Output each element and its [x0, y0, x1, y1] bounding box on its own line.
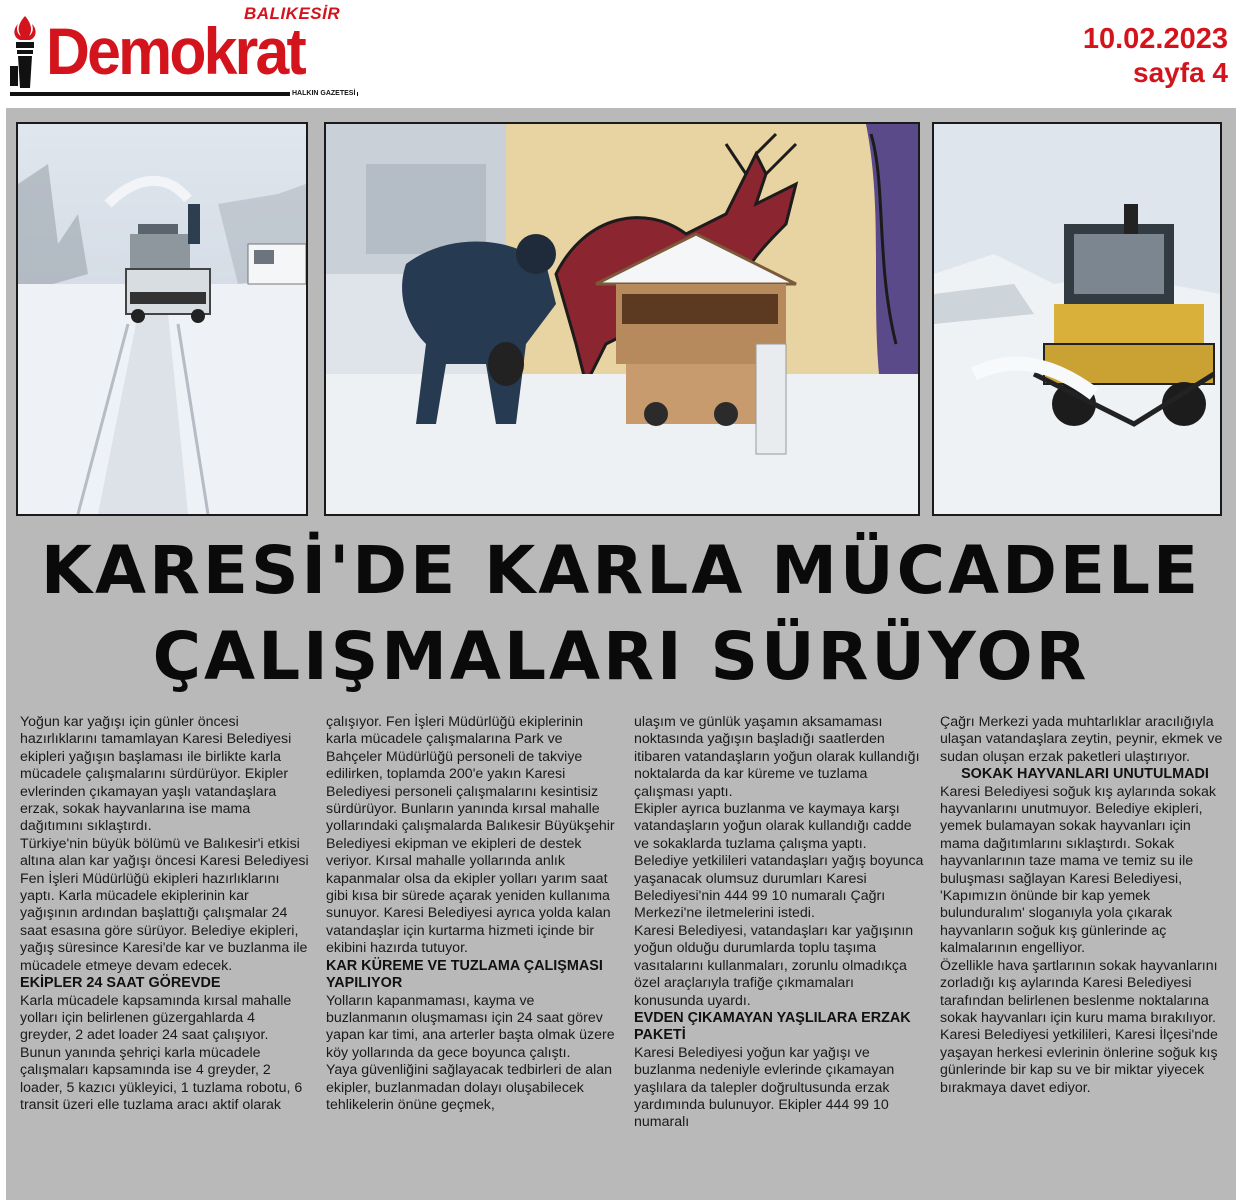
headline [6, 528, 1236, 700]
subheading: SOKAK HAYVANLARI UNUTULMADI [961, 766, 1209, 783]
snow-grader-photo [932, 122, 1222, 516]
headline-line-2: ÇALIŞMALARI SÜRÜYOR [152, 618, 1090, 695]
issue-date: 10.02.2023 [1082, 23, 1228, 55]
article-column-1 [20, 714, 310, 1114]
worker-feeding-animals-photo [324, 122, 920, 516]
paragraph: Çağrı Merkezi yada muhtarlıklar aracılığıyla ulaşan vatandaşlara zeytin, peynir, ekmek ve sudan oluşan erzak paketleri ulaştırıyor. [940, 714, 1223, 765]
torch-icon [8, 14, 42, 92]
paragraph: Karla mücadele kapsamında kırsal mahalle yolları için belirlenen güzergahlarda 4 greyder, 2 adet loader 24 saat çalışıyor. Bunun yanında şehriçi karla mücadele çalışmaları kapsamında ise 4 greyder, 2 loader, 5 kazıcı yükleyici, 1 tuzlama robotu, 6 transit üzeri elle tuzlama aracı aktif olarak [20, 992, 303, 1113]
news-clipping [6, 108, 1236, 1200]
subheading: KAR KÜREME VE TUZLAMA ÇALIŞMASI YAPILIYOR [326, 957, 603, 992]
snow-blower-truck-photo [16, 122, 308, 516]
paragraph: Yolların kapanmaması, kayma ve buzlanmanın oluşmaması için 24 saat görev yapan kar timi, ana arterler başta olmak üzere köy yollarında da gece boyunca çalıştı. [326, 992, 615, 1061]
newspaper-logo [4, 4, 360, 100]
paragraph: Karesi Belediyesi soğuk kış aylarında sokak hayvanlarını unutmuyor. Belediye ekipleri, yemek bulamayan sokak hayvanları için mama dağıtımlarını sıklaştırdı. Sokak hayvanlarının taze mama ve temiz su ile buluşması sağlayan Karesi Belediyesi, 'Kapımızın önünde bir kap yemek bulunduralım' sloganıyla yola çıkarak hayvanların soğuk kış günlerinde aç kalmalarının engelliyor. [940, 783, 1217, 957]
masthead-brand: Demokrat [46, 14, 305, 88]
paragraph: Karesi Belediyesi, vatandaşları kar yağışının yoğun olduğu durumlarda toplu taşıma vasıtalarını kullanmaları, zorunlu olmadıkça özel araçlarıyla trafiğe çıkmamaları konusunda uyardı. [634, 922, 914, 1009]
paragraph: Ekipler ayrıca buzlanma ve kaymaya karşı vatandaşların yoğun olarak kullandığı cadde ve sokaklarda tuzlama çalışma yaptı. [634, 801, 912, 852]
headline-line-1: KARESİ'DE KARLA MÜCADELE [40, 532, 1202, 609]
page-number: sayfa 4 [1133, 57, 1228, 88]
paragraph: Karesi Belediyesi yoğun kar yağışı ve buzlanma nedeniyle evlerinde çıkamayan yaşlılara da talepler doğrultusunda erzak yardımında bulunuyor. Ekipler 444 99 10 numaralı [634, 1044, 895, 1131]
masthead-city: BALIKESİR [244, 4, 341, 23]
paragraph: Özellikle hava şartlarının sokak hayvanlarını zorladığı kış aylarında Karesi Belediyesi tarafından belirlenen beslenme noktalarına sokak hayvanları için kuru mama bırakılıyor. Karesi Belediyesi yetkilileri, Karesi İlçesi'nde yaşayan herkesi evlerinin önlerine soğuk kış günlerinde bir kap su ve bir miktar yiyecek bırakmaya davet ediyor. [940, 957, 1218, 1096]
article-column-3 [634, 714, 924, 1132]
masthead-slogan: HALKIN GAZETESİ [292, 90, 356, 97]
paragraph: Yoğun kar yağışı için günler öncesi hazırlıklarını tamamlayan Karesi Belediyesi ekipleri yağışın başlaması ile birlikte karla mücadele çalışmalarını sürdürüyor. Ekipler evlerinden çıkamayan yaşlı vatandaşlara erzak, sokak hayvanlarına ise mama dağıtımını sıklaştırdı. [20, 714, 292, 835]
article-column-4 [940, 714, 1230, 1097]
subheading: EKİPLER 24 SAAT GÖREVDE [20, 975, 221, 992]
subheading: EVDEN ÇIKAMAYAN YAŞLILARA ERZAK PAKETİ [634, 1009, 911, 1044]
date-block [1083, 22, 1228, 90]
paragraph: Belediye yetkilileri vatandaşları yağış boyunca yaşanacak olumsuz durumları Karesi Belediyesi'nin 444 99 10 numaralı Çağrı Merkezi'ne iletmelerini istedi. [634, 853, 924, 922]
paragraph: Türkiye'nin büyük bölümü ve Balıkesir'i etkisi altına alan kar yağışı öncesi Karesi Belediyesi Fen İşleri Müdürlüğü ekipleri hazırlıklarını yaptı. Karla mücadele ekiplerinin kar yağışının ardından başlattığı çalışmalar 24 saat esasına göre sürüyor. Belediye ekipleri, yağış süresince Karesi'de kar ve buzlanma ile mücadele etmeye devam edecek. [20, 835, 309, 974]
paragraph: çalışıyor. Fen İşleri Müdürlüğü ekiplerinin karla mücadele çalışmalarına Park ve Bahçeler Müdürlüğü personeli de takviye edilirken, toplamda 200'e yakın Karesi Belediyesi personeli çalışmalarını kesintisiz sürdürüyor. Bunların yanında kırsal mahalle yollarındaki çalışmalarda Balıkesir Büyükşehir Belediyesi ekipman ve ekipleri de destek veriyor. Kırsal mahalle yollarında anlık kapanmalar olsa da ekipler yolları yarım saat gibi kısa bir sürede açarak yeniden kullanıma sunuyor. Karesi Belediyesi ayrıca yolda kalan vatandaşlar için kurtarma hizmeti içinde bir ekibini hazırda tutuyor. [326, 714, 615, 957]
article-column-2 [326, 714, 616, 1114]
paragraph: Yaya güvenliğini sağlayacak tedbirleri de alan ekipler, buzlanmadan dolayı oluşabilecek tehlikelerin önüne geçmek, [326, 1062, 613, 1113]
masthead [0, 0, 1242, 108]
paragraph: ulaşım ve günlük yaşamın aksamaması noktasında yağışın başladığı saatlerden itibaren vatandaşların yoğun olarak kullandığı noktalarda da kar küreme ve tuzlama çalışması yaptı. [634, 714, 920, 800]
